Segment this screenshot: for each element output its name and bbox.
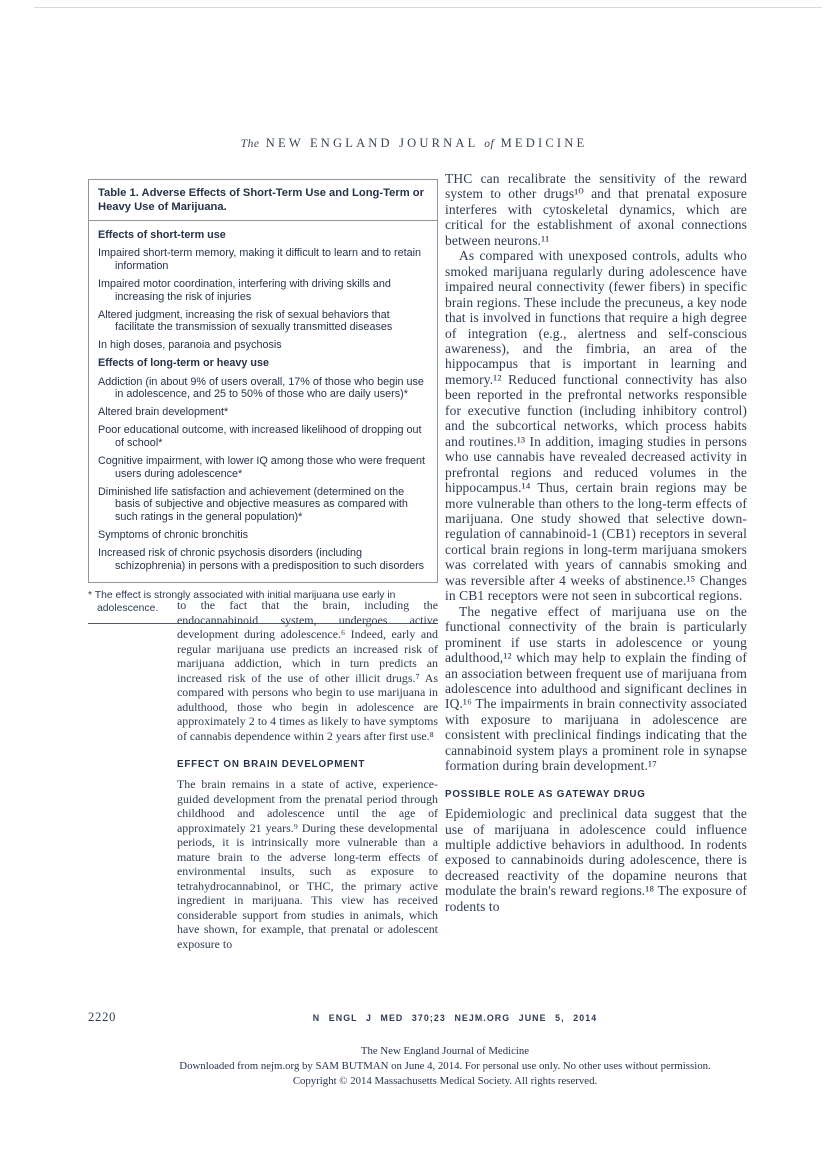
provenance-line-2: Downloaded from nejm.org by SAM BUTMAN on June 4, 2014. For personal use only. No other uses without permission. [179,1060,711,1073]
table-1-footnote: * The effect is strongly associated with initial marijuana use early in adolescence. [88,590,396,614]
right-column [445,171,747,914]
provenance-line-1: The New England Journal of Medicine [360,1045,530,1057]
table-1-block [88,179,438,624]
table-1-items [89,221,437,582]
table-row: Altered brain development* [98,406,229,419]
section-heading-possible-role-as-gateway-drug: POSSIBLE ROLE AS GATEWAY DRUG [445,788,646,800]
page-top-hairline [34,7,822,8]
provenance-block [72,1044,818,1090]
provenance-line-3: Copyright © 2014 Massachusetts Medical Society. All rights reserved. [292,1075,598,1088]
right-paragraph-3: The negative effect of marijuana use on the functional connectivity of the brain is particularly prominent if use starts in adolescence or young adulthood,¹² which may help to explain the finding of an association between frequent use of marijuana from adolescence into adulthood and significant declines in IQ.¹⁶ The impairments in brain connectivity associated with exposure to marijuana in adolescence are consistent with preclinical findings indicating that the cannabinoid system plays a prominent role in synapse formation during brain development.¹⁷ [445,603,747,774]
table-row: Poor educational outcome, with increased likelihood of dropping out of school* [98,424,422,449]
masthead-the: The [240,138,260,150]
table-row: In high doses, paranoia and psychosis [98,339,282,352]
journal-citation-line: N ENGL J MED 370;23 NEJM.ORG JUNE 5, 2014 [312,1013,598,1023]
table-row: Impaired short-term memory, making it difficult to learn and to retain information [98,247,422,272]
table-row: Symptoms of chronic bronchitis [98,528,249,541]
left-paragraph-1: to the fact that the brain, including the endocannabinoid system, undergoes active development during adolescence.⁶ Indeed, early and regular marijuana use predicts an increased risk of marijuana addiction, which in turn predicts an increased risk of the use of other illicit drugs.⁷ As compared with persons who begin to use marijuana in adulthood, those who begin in adolescence are approximately 2 to 4 times as likely to have symptoms of cannabis dependence within 2 years after first use.⁸ [177,598,438,743]
table-row: Increased risk of chronic psychosis disorders (including schizophrenia) in persons with a predisposition to such disorders [98,547,425,572]
masthead-medicine: MEDICINE [500,136,588,150]
table-row: Impaired motor coordination, interfering with driving skills and increasing the risk of injuries [98,277,391,303]
right-paragraph-4: Epidemiologic and preclinical data suggest that the use of marijuana in adolescence could influence multiple addictive behaviors in adulthood. In rodents exposed to cannabinoids during adolescence, there is decreased reactivity of the dopamine neurons that modulate the brain's reward regions.¹⁸ The exposure of rodents to [445,806,747,914]
right-paragraph-1: THC can recalibrate the sensitivity of the reward system to other drugs¹⁰ and that prenatal exposure interferes with cytoskeletal dynamics, which are critical for the establishment of axonal connections between neurons.¹¹ [445,171,747,248]
right-paragraph-2: As compared with unexposed controls, adults who smoked marijuana regularly during adolescence have impaired neural connectivity (fewer fibers) in specific brain regions. These include the precuneus, a key node that is involved in functions that require a high degree of integration (e.g., alertness and self-conscious awareness), and the fimbria, an area of the hippocampus that is important in learning and memory.¹² Reduced functional connectivity has also been reported in the prefrontal networks responsible for executive function (including inhibitory control) and the subcortical networks, which process habits and routines.¹³ In addition, imaging studies in persons who use cannabis have revealed decreased activity in prefrontal regions and reduced volumes in the hippocampus.¹⁴ Thus, certain brain regions may be more vulnerable than others to the long-term effects of marijuana. One study showed that selective down-regulation of cannabinoid-1 (CB1) receptors in several cortical brain regions in long-term marijuana smokers was correlated with years of cannabis smoking and was reversible after 4 weeks of abstinence.¹⁵ Changes in CB1 receptors were not seen in subcortical regions. [445,248,747,604]
page-number: 2220 [88,1010,117,1024]
table-1-title: Table 1. Adverse Effects of Short-Term Use and Long-Term or Heavy Use of Marijuana. [89,180,437,221]
table-row: Diminished life satisfaction and achievement (determined on the basis of subjective and objective measures as compared with such ratings in the general population)* [98,485,408,523]
section-heading-effect-on-brain-development: EFFECT ON BRAIN DEVELOPMENT [177,759,366,771]
left-paragraph-2: The brain remains in a state of active, experience-guided development from the prenatal period through childhood and adolescence until the age of approximately 21 years.⁹ During these developmental periods, it is intrinsically more vulnerable than a mature brain to the adverse long-term effects of environmental insults, such as exposure to tetrahydrocannabinol, or THC, the primary active ingredient in marijuana. This view has received considerable support from studies in animals, which have shown, for example, that prenatal or adolescent exposure to [177,777,438,952]
table-row: Cognitive impairment, with lower IQ among those who were frequent users during adolescence* [98,455,426,480]
table-row: Altered judgment, increasing the risk of sexual behaviors that facilitate the transmission of sexually transmitted diseases [98,308,393,334]
table-1-box [88,179,438,583]
table-row: Effects of long-term or heavy use [98,357,269,370]
masthead-title-caps: NEW ENGLAND JOURNAL [265,136,478,150]
journal-masthead [0,136,828,151]
table-row: Effects of short-term use [98,229,226,242]
table-row: Addiction (in about 9% of users overall, 17% of those who begin use in adolescence, and 25 to 50% of those who are daily users)* [98,375,424,401]
left-column [177,598,438,952]
masthead-of: of [484,138,495,150]
